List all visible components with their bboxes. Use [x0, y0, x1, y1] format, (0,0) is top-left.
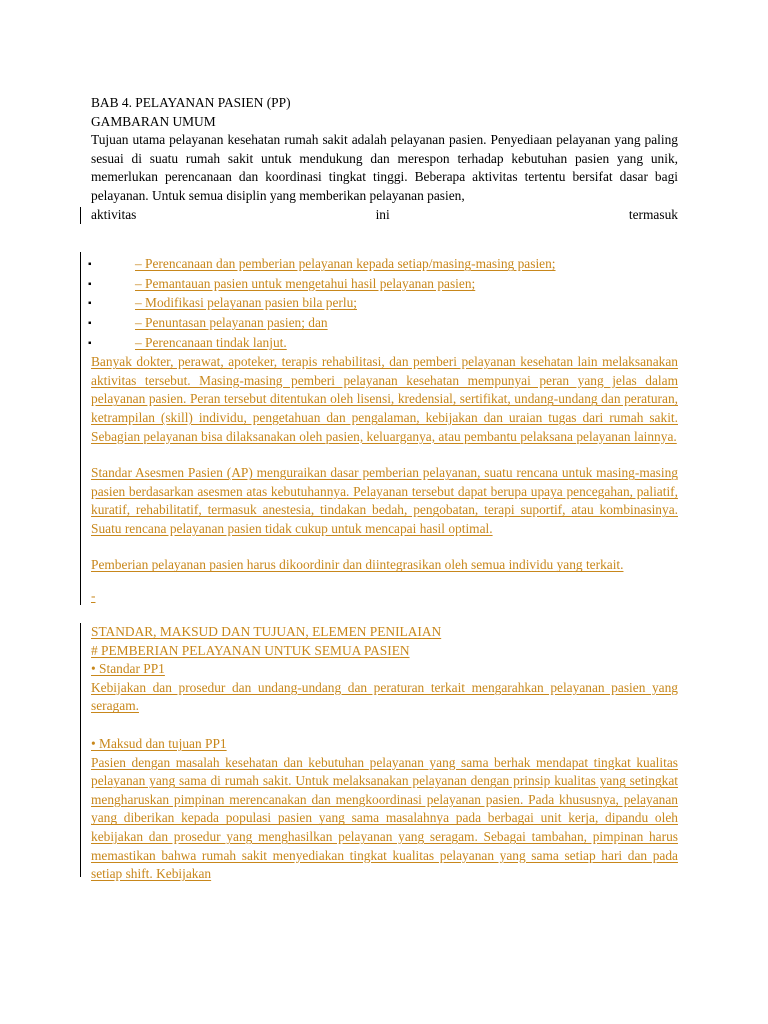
list-item: ▪ – Penuntasan pelayanan pasien; dan	[91, 314, 678, 334]
paragraph-coordination: Pemberian pelayanan pasien harus dikoordinir dan diintegrasikan oleh semua individu yang terkait.	[91, 557, 624, 573]
paragraph-block	[91, 353, 678, 446]
change-bar	[80, 623, 81, 877]
intro-word: aktivitas	[91, 206, 137, 222]
standards-section	[91, 623, 678, 884]
change-bar	[80, 464, 81, 557]
intent-text: Pasien dengan masalah kesehatan dan kebutuhan pelayanan yang sama berhak mendapat tingkat kualitas pelayanan yang sama di rumah sakit. Untuk melaksanakan pelayanan dengan prinsip kualitas yang setingkat mengharuskan pimpinan merencanakan dan mengkoordinasi pelayanan pasien. Pada khususnya, pelayanan yang diberikan kepada populasi pasien yang sama masalahnya pada berbagai unit kerja, dipandu oleh kebijakan dan prosedur yang menghasilkan pelayanan yang seragam. Sebagai tambahan, pimpinan harus memastikan bahwa rumah sakit menyediakan tingkat kualitas pelayanan yang sama setiap hari dan pada setiap shift. Kebijakan	[91, 754, 678, 882]
list-item: ▪ – Pemantauan pasien untuk mengetahui hasil pelayanan pasien;	[91, 275, 678, 295]
intro-paragraph: Tujuan utama pelayanan kesehatan rumah sakit adalah pelayanan pasien. Penyediaan pelayanan yang paling sesuai di suatu rumah sakit untuk mendukung dan merespon terhadap kebutuhan pasien yang unik, memerlukan perencanaan dan koordinasi tingkat tinggi. Beberapa aktivitas tertentu bersifat dasar bagi pelayanan. Untuk semua disiplin yang memberikan pelayanan pasien,	[91, 132, 678, 203]
standard-text: Kebijakan dan prosedur dan undang-undang dan peraturan terkait mengarahkan pelayanan pasien yang seragam.	[91, 679, 678, 714]
standard-label: • Standar PP1	[91, 661, 165, 677]
document-body	[88, 94, 678, 884]
chapter-heading: BAB 4. PELAYANAN PASIEN (PP)	[91, 95, 291, 110]
paragraph-block	[91, 556, 678, 575]
standards-title: STANDAR, MAKSUD DAN TUJUAN, ELEMEN PENILAIAN	[91, 624, 442, 640]
bullet-icon: ▪	[88, 298, 92, 310]
dash-text: -	[91, 588, 96, 604]
list-item: ▪ – Perencanaan tindak lanjut.	[91, 334, 678, 354]
intent-label: • Maksud dan tujuan PP1	[91, 736, 227, 752]
change-bar	[80, 556, 81, 593]
change-bar	[80, 252, 81, 356]
list-item: ▪ – Modifikasi pelayanan pasien bila perlu;	[91, 294, 678, 314]
bullet-icon: ▪	[88, 317, 92, 329]
bullet-icon: ▪	[88, 259, 92, 271]
change-bar	[80, 353, 81, 465]
intro-last-line	[91, 206, 678, 225]
paragraph-block	[91, 464, 678, 538]
dash-line	[91, 587, 678, 609]
intro-word: ini	[375, 206, 390, 222]
activity-list	[88, 255, 678, 353]
list-item: ▪ – Perencanaan dan pemberian pelayanan kepada setiap/masing-masing pasien;	[91, 255, 678, 275]
section-heading: GAMBARAN UMUM	[91, 113, 216, 129]
standards-subtitle: # PEMBERIAN PELAYANAN UNTUK SEMUA PASIEN	[91, 642, 410, 658]
bullet-icon: ▪	[88, 337, 92, 349]
paragraph-assessment: Standar Asesmen Pasien (AP) menguraikan dasar pemberian pelayanan, suatu rencana untuk masing-masing pasien berdasarkan asesmen atas kebutuhannya. Pelayanan tersebut dapat berupa upaya pencegahan, paliatif, kuratif, rehabilitatif, termasuk anestesia, tindakan bedah, pengobatan, terapi suportif, atau kombinasinya. Suatu rencana pelayanan pasien tidak cukup untuk mencapai hasil optimal.	[91, 465, 678, 536]
intro-word: termasuk	[628, 206, 678, 222]
change-bar	[80, 589, 81, 605]
paragraph-practitioners: Banyak dokter, perawat, apoteker, terapis rehabilitasi, dan pemberi pelayanan kesehatan lain melaksanakan aktivitas tersebut. Masing-masing pemberi pelayanan kesehatan mempunyai peran yang jelas dalam pelayanan pasien. Peran tersebut ditentukan oleh lisensi, kredensial, sertifikat, undang-undang dan peraturan, ketrampilan (skill) individu, pengetahuan dan pengalaman, kebijakan dan uraian tugas dari rumah sakit. Sebagian pelayanan bisa dilaksanakan oleh pasien, keluarganya, atau pembantu pelaksana pelayanan lainnya.	[91, 354, 678, 444]
change-bar	[80, 207, 81, 224]
bullet-icon: ▪	[88, 278, 92, 290]
